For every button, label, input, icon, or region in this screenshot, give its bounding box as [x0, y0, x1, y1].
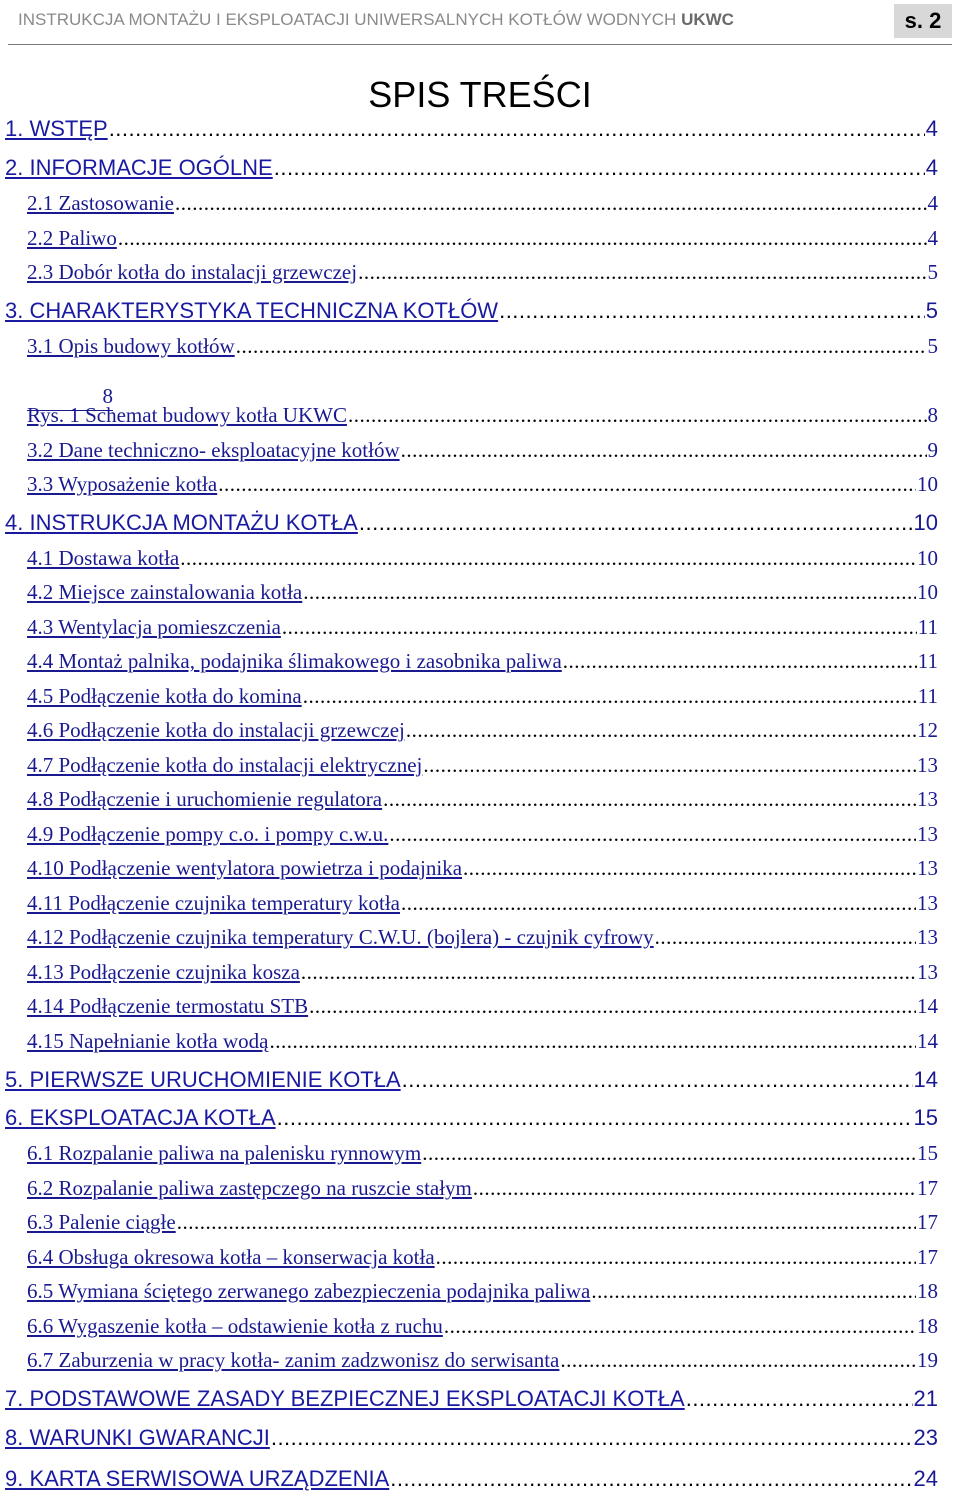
- toc-entry-page: 10: [913, 510, 938, 535]
- toc-entry-page: 4: [927, 226, 938, 250]
- dot-leader: [282, 613, 917, 641]
- toc-entry[interactable]: [27, 544, 938, 572]
- dot-leader: [401, 889, 916, 917]
- toc-entry[interactable]: [27, 647, 938, 675]
- dot-leader: [422, 1139, 916, 1167]
- toc-entry-label: 4.1 Dostawa kotła: [27, 546, 180, 570]
- dot-leader: [436, 1243, 916, 1271]
- toc-entry-page: 13: [917, 856, 938, 880]
- toc-entry[interactable]: [27, 958, 938, 986]
- toc-entry-label: 5. PIERWSZE URUCHOMIENIE KOTŁA: [5, 1067, 401, 1092]
- dot-leader: [389, 820, 916, 848]
- toc-entry-page: 17: [917, 1245, 938, 1269]
- toc-entry-label: 3.2 Dane techniczno- eksploatacyjne kotłów: [27, 438, 400, 462]
- stray-page-number: 8: [27, 382, 113, 411]
- toc-entry-label: 4.13 Podłączenie czujnika kosza: [27, 960, 300, 984]
- dot-leader: [563, 647, 917, 675]
- toc-entry-label: 3.1 Opis budowy kotłów: [27, 334, 235, 358]
- toc-entry[interactable]: [27, 578, 938, 606]
- toc-entry-label: 6.2 Rozpalanie paliwa zastępczego na ruszcie stałym: [27, 1176, 472, 1200]
- toc-entry-label: 4.9 Podłączenie pompy c.o. i pompy c.w.u.: [27, 822, 389, 846]
- toc-entry[interactable]: [5, 153, 938, 183]
- toc-entry[interactable]: [27, 751, 938, 779]
- toc-entry[interactable]: [27, 436, 938, 464]
- dot-leader: [218, 470, 916, 498]
- toc-entry-page: 15: [913, 1105, 938, 1130]
- dot-leader: [177, 1208, 916, 1236]
- toc-entry-page: 11: [917, 615, 938, 639]
- toc-entry-label: 3.3 Wyposażenie kotła: [27, 472, 218, 496]
- toc-entry-label: 6.1 Rozpalanie paliwa na palenisku rynnowym: [27, 1141, 422, 1165]
- dot-leader: [358, 258, 926, 286]
- toc-entry-page: 14: [917, 1029, 938, 1053]
- dot-leader: [118, 224, 927, 252]
- header-divider: [8, 44, 952, 45]
- model-name: UKWC: [681, 10, 734, 29]
- toc-entry-page: 13: [917, 822, 938, 846]
- toc-entry[interactable]: [5, 1464, 938, 1494]
- toc-entry-page: 17: [917, 1176, 938, 1200]
- dot-leader: [401, 436, 927, 464]
- toc-entry-label: Rys. 1 Schemat budowy kotła UKWC: [27, 403, 347, 427]
- toc-entry[interactable]: [27, 1346, 938, 1374]
- toc-entry-page: 12: [917, 718, 938, 742]
- toc-entry-label: 2.3 Dobór kotła do instalacji grzewczej: [27, 260, 358, 284]
- dot-leader: [274, 153, 925, 183]
- toc-entry-label: 4.10 Podłączenie wentylatora powietrza i podajnika: [27, 856, 463, 880]
- toc-entry-label: 2. INFORMACJE OGÓLNE: [5, 155, 273, 180]
- toc-entry[interactable]: [5, 1384, 938, 1414]
- toc-entry-page: 5: [925, 298, 938, 323]
- toc-entry-page: 10: [917, 472, 938, 496]
- toc-entry[interactable]: [27, 1208, 938, 1236]
- toc-entry-page: 8: [927, 403, 938, 427]
- toc-entry-page: 11: [917, 684, 938, 708]
- toc-entry[interactable]: [27, 785, 938, 813]
- document-title: [18, 10, 734, 30]
- toc-entry[interactable]: [27, 1243, 938, 1271]
- toc-entry[interactable]: [27, 401, 938, 429]
- dot-leader: [277, 1103, 913, 1133]
- dot-leader: [109, 114, 925, 144]
- toc-entry-page: 10: [917, 546, 938, 570]
- toc-entry[interactable]: [27, 682, 938, 710]
- toc-entry-page: 17: [917, 1210, 938, 1234]
- dot-leader: [463, 854, 916, 882]
- toc-heading: SPIS TREŚCI: [368, 74, 592, 115]
- toc-entry-page: 4: [925, 155, 938, 180]
- toc-entry-page: 19: [917, 1348, 938, 1372]
- toc-entry-label: 6.4 Obsługa okresowa kotła – konserwacja kotła: [27, 1245, 435, 1269]
- toc-entry-page: 13: [917, 925, 938, 949]
- dot-leader: [655, 923, 916, 951]
- toc-entry-page: 13: [917, 753, 938, 777]
- toc-entry[interactable]: [27, 258, 938, 286]
- dot-leader: [406, 716, 916, 744]
- toc-entry[interactable]: [5, 1103, 938, 1133]
- toc-entry-page: 23: [913, 1425, 938, 1450]
- toc-entry-page: 15: [917, 1141, 938, 1165]
- toc-entry[interactable]: [27, 1027, 938, 1055]
- dot-leader: [348, 401, 927, 429]
- toc-entry[interactable]: [27, 613, 938, 641]
- toc-entry[interactable]: [27, 470, 938, 498]
- toc-entry-label: 6.5 Wymiana ściętego zerwanego zabezpieczenia podajnika paliwa: [27, 1279, 591, 1303]
- toc-entry-page: 9: [927, 438, 938, 462]
- toc-entry[interactable]: [5, 114, 938, 144]
- toc-entry-label: 4.8 Podłączenie i uruchomienie regulatora: [27, 787, 383, 811]
- dot-leader: [390, 1464, 912, 1494]
- toc-entry[interactable]: [27, 820, 938, 848]
- toc-entry[interactable]: [27, 992, 938, 1020]
- dot-leader: [303, 578, 916, 606]
- toc-entry-label: 4.6 Podłączenie kotła do instalacji grzewczej: [27, 718, 405, 742]
- toc-entry[interactable]: [27, 889, 938, 917]
- toc-entry-label: 8. WARUNKI GWARANCJI: [5, 1425, 270, 1450]
- toc-entry[interactable]: [5, 508, 938, 538]
- dot-leader: [686, 1384, 913, 1414]
- dot-leader: [269, 1027, 916, 1055]
- toc-entry-page: 18: [917, 1279, 938, 1303]
- dot-leader: [309, 992, 916, 1020]
- toc-entry[interactable]: [27, 332, 938, 360]
- toc-entry-page: 24: [913, 1466, 938, 1491]
- toc-entry-page: 14: [913, 1067, 938, 1092]
- toc-entry[interactable]: [5, 296, 938, 326]
- dot-leader: [180, 544, 916, 572]
- dot-leader: [499, 296, 925, 326]
- toc-entry-label: 2.1 Zastosowanie: [27, 191, 174, 215]
- dot-leader: [402, 1065, 913, 1095]
- toc-entry-label: 4.7 Podłączenie kotła do instalacji elektrycznej: [27, 753, 423, 777]
- toc-entry-label: 9. KARTA SERWISOWA URZĄDZENIA: [5, 1466, 390, 1491]
- toc-entry-label: 6.3 Palenie ciągłe: [27, 1210, 176, 1234]
- toc-entry-page: 4: [925, 116, 938, 141]
- toc-entry[interactable]: [27, 1277, 938, 1305]
- toc-entry[interactable]: [27, 1174, 938, 1202]
- toc-entry[interactable]: [27, 189, 938, 217]
- toc-entry-page: 11: [917, 649, 938, 673]
- toc-entry-label: 4.12 Podłączenie czujnika temperatury C.W.U. (bojlera) - czujnik cyfrowy: [27, 925, 654, 949]
- toc-entry[interactable]: [27, 716, 938, 744]
- toc-entry-label: 6. EKSPLOATACJA KOTŁA: [5, 1105, 276, 1130]
- toc-entry-label: 7. PODSTAWOWE ZASADY BEZPIECZNEJ EKSPLOATACJI KOTŁA: [5, 1386, 685, 1411]
- dot-leader: [473, 1174, 916, 1202]
- toc-entry[interactable]: [5, 1065, 938, 1095]
- toc-entry-label: 4.5 Podłączenie kotła do komina: [27, 684, 302, 708]
- toc-entry[interactable]: [27, 923, 938, 951]
- toc-entry-label: 1. WSTĘP: [5, 116, 108, 141]
- toc-entry[interactable]: [27, 854, 938, 882]
- dot-leader: [359, 508, 913, 538]
- toc-entry-label: 4.3 Wentylacja pomieszczenia: [27, 615, 281, 639]
- page-number: s. 2: [894, 4, 952, 38]
- toc-entry-label: 6.7 Zaburzenia w pracy kotła- zanim zadzwonisz do serwisanta: [27, 1348, 560, 1372]
- toc-entry[interactable]: [27, 224, 938, 252]
- dot-leader: [301, 958, 916, 986]
- toc-entry-page: 5: [927, 334, 938, 358]
- toc-entry-page: 21: [913, 1386, 938, 1411]
- dot-leader: [423, 751, 916, 779]
- toc-entry-label: 2.2 Paliwo: [27, 226, 117, 250]
- dot-leader: [236, 332, 927, 360]
- page-header: [0, 0, 960, 46]
- toc-entry[interactable]: [27, 1139, 938, 1167]
- dot-leader: [383, 785, 916, 813]
- toc-entry-label: 4.2 Miejsce zainstalowania kotła: [27, 580, 303, 604]
- toc-entry-label: 3. CHARAKTERYSTYKA TECHNICZNA KOTŁÓW: [5, 298, 499, 323]
- toc-entry-label: 4.11 Podłączenie czujnika temperatury kotła: [27, 891, 400, 915]
- toc-entry-page: 10: [917, 580, 938, 604]
- toc-entry-page: 13: [917, 891, 938, 915]
- dot-leader: [303, 682, 917, 710]
- toc-entry[interactable]: [5, 1423, 938, 1453]
- toc-entry-label: 4.4 Montaż palnika, podajnika ślimakowego i zasobnika paliwa: [27, 649, 562, 673]
- dot-leader: [175, 189, 927, 217]
- toc-entry-page: 13: [917, 787, 938, 811]
- document-title-text: INSTRUKCJA MONTAŻU I EKSPLOATACJI UNIWERSALNYCH KOTŁÓW WODNYCH: [18, 10, 677, 29]
- toc-entry[interactable]: [27, 1312, 938, 1340]
- dot-leader: [591, 1277, 916, 1305]
- toc-entry-page: 4: [927, 191, 938, 215]
- toc-entry-page: 18: [917, 1314, 938, 1338]
- dot-leader: [560, 1346, 916, 1374]
- toc-entry-page: 13: [917, 960, 938, 984]
- toc-entry-label: 4.14 Podłączenie termostatu STB: [27, 994, 309, 1018]
- toc-entry-label: 6.6 Wygaszenie kotła – odstawienie kotła z ruchu: [27, 1314, 443, 1338]
- dot-leader: [271, 1423, 913, 1453]
- toc-entry-page: 5: [927, 260, 938, 284]
- dot-leader: [444, 1312, 916, 1340]
- toc-entry-page: 14: [917, 994, 938, 1018]
- toc-entry-label: 4. INSTRUKCJA MONTAŻU KOTŁA: [5, 510, 358, 535]
- toc-entry-label: 4.15 Napełnianie kotła wodą: [27, 1029, 269, 1053]
